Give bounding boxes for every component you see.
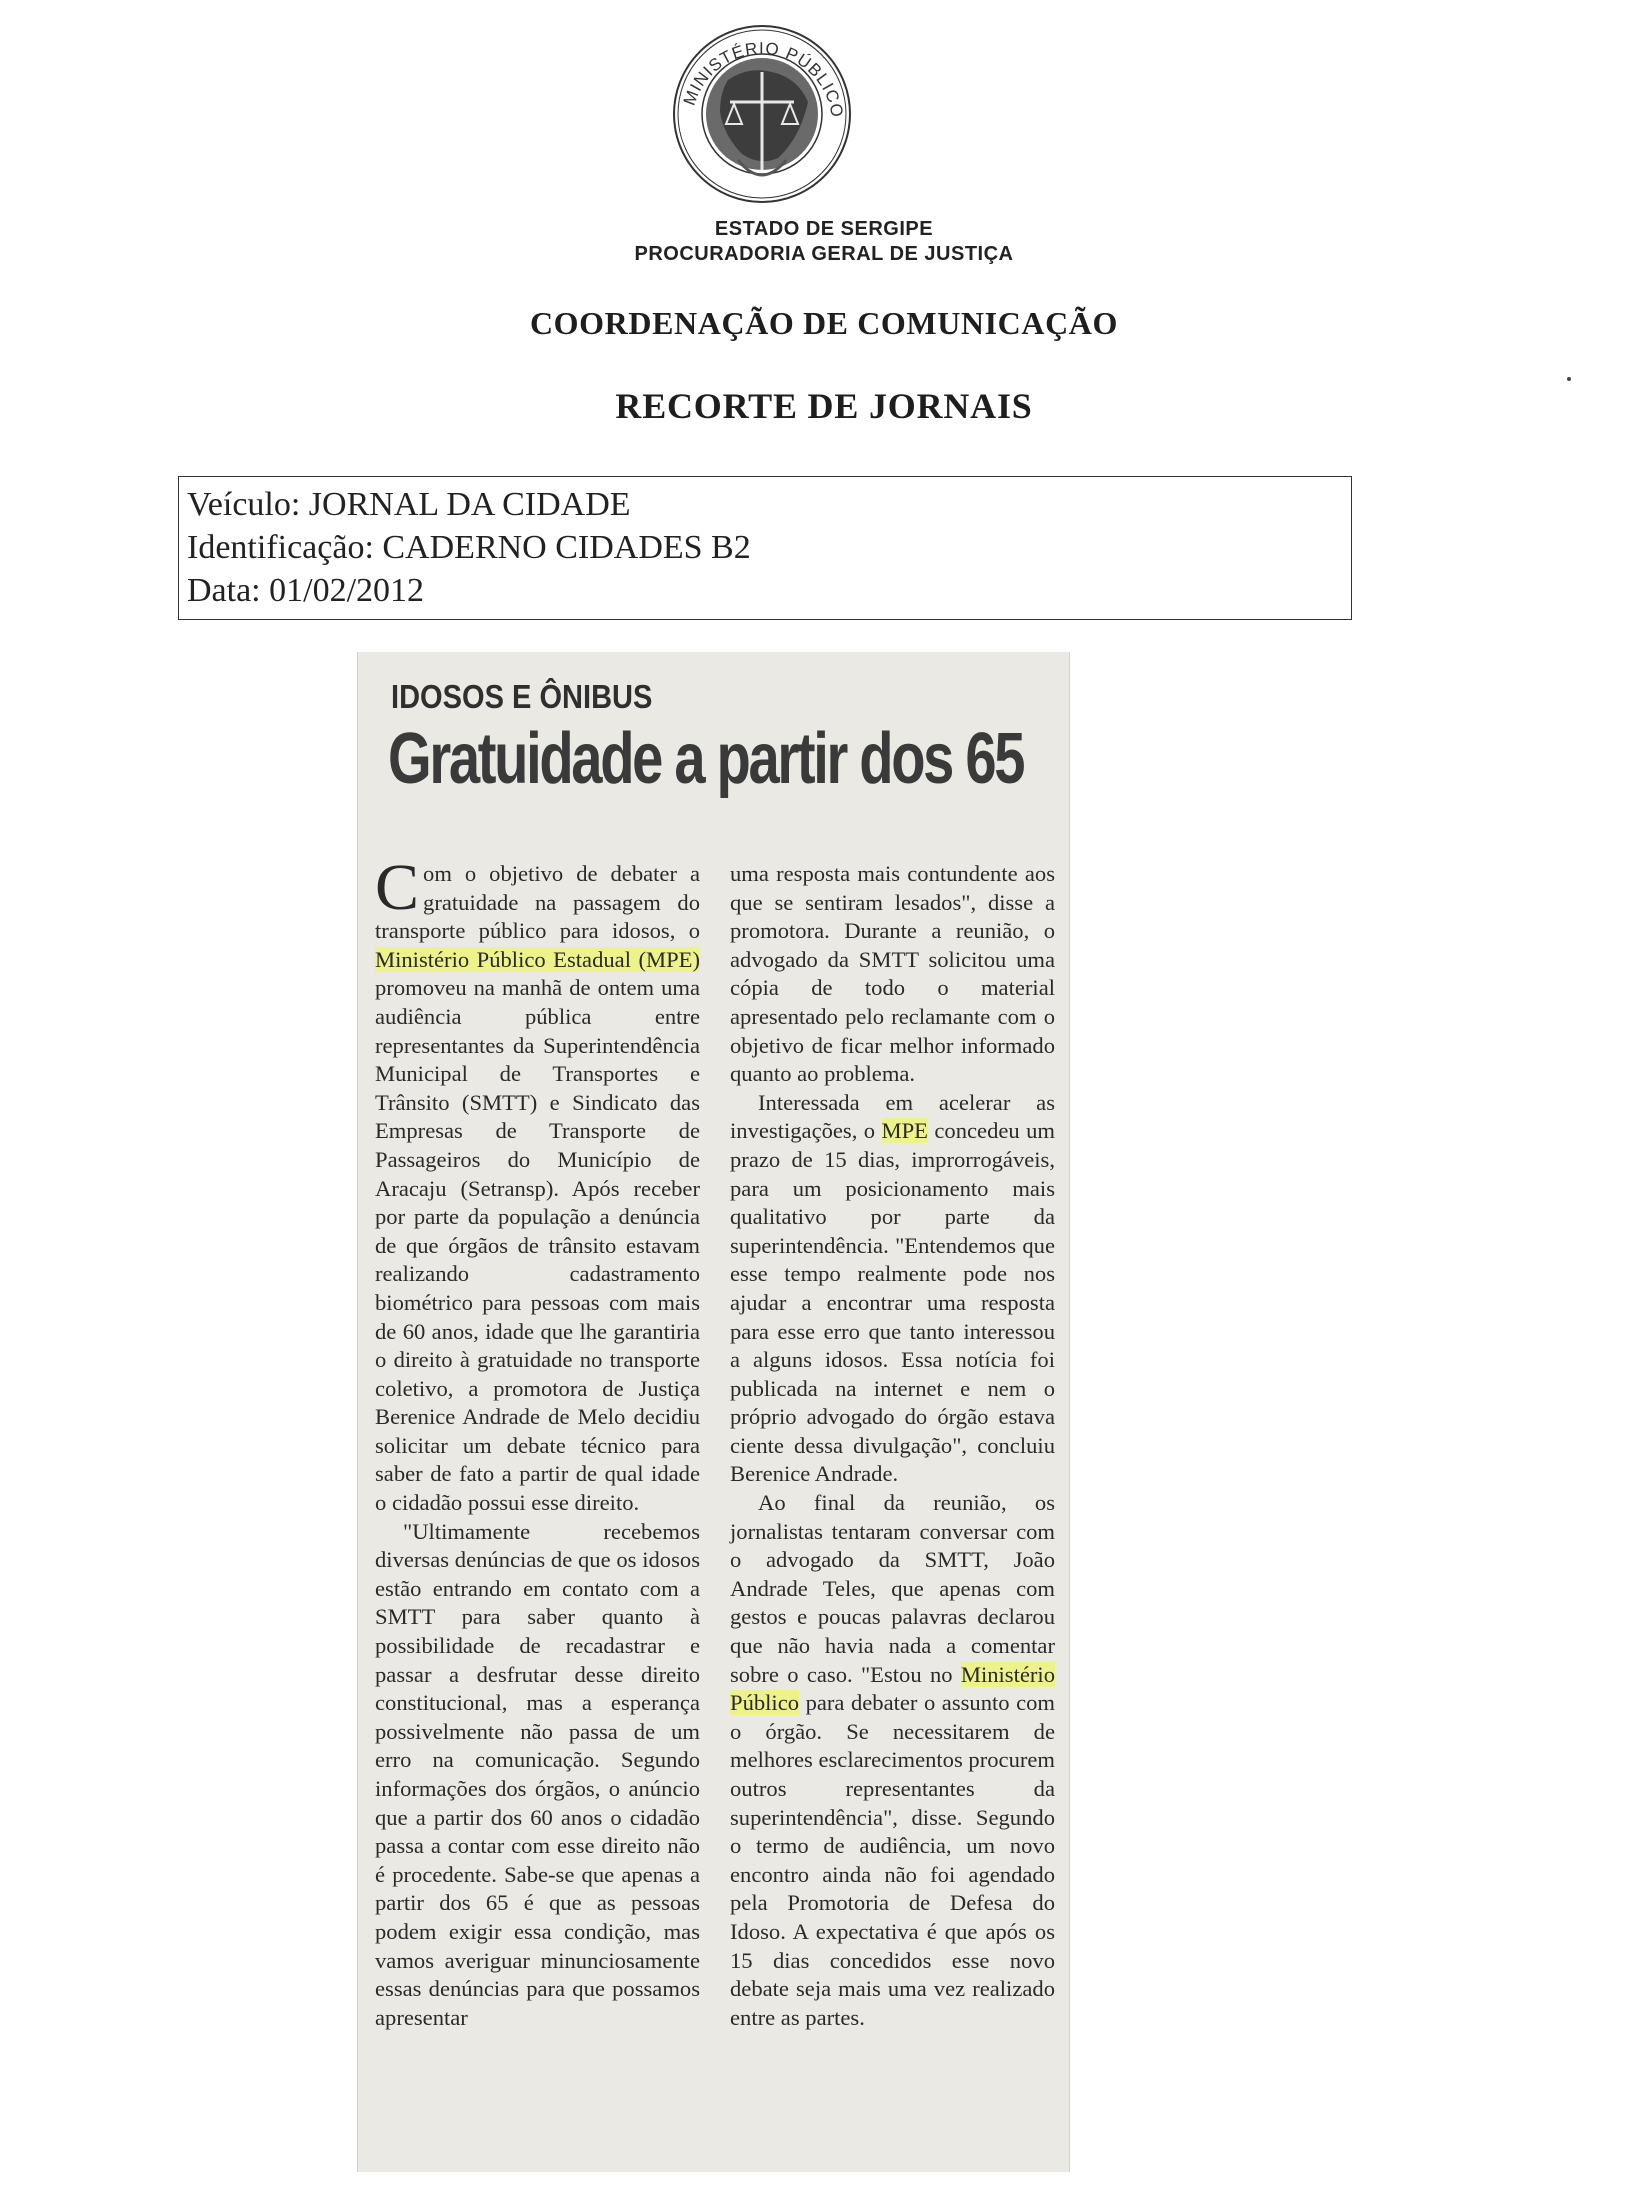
paragraph-1: Com o objetivo de debater a gratuidade na passagem do transporte público para idosos, o Ministério Público Estadual (MPE) promoveu na manhã de ontem uma audiência pública entre representantes da Superintendência Municipal de Transportes e Trânsito (SMTT) e Sindicato das Empresas de Transporte de Passageiros do Município de Aracaju (Setransp). Após receber por parte da população a denúncia de que órgãos de trânsito estavam realizando cadastramento biométrico para pessoas com mais de 60 anos, idade que lhe garantiria o direito à gratuidade no transporte coletivo, a promotora de Justiça Berenice Andrade de Melo decidiu solicitar um debate técnico para saber de fato a partir de qual idade o cidadão possui esse direito. <box>375 851 700 1516</box>
paragraph-4: Interessada em acelerar as investigações, o MPE concedeu um prazo de 15 dias, improrrogáveis, para um posicionamento mais qualitativo por parte da superintendência. "Entendemos que esse tempo realmente pode nos ajudar a encontrar uma resposta para esse erro que tanto interessou a alguns idosos. Essa notícia foi publicada na internet e nem o próprio advogado do órgão estava ciente dessa divulgação", concluiu Berenice Andrade. <box>730 1089 1055 1487</box>
article-headline: Gratuidade a partir dos 65 <box>388 719 1024 799</box>
article-column-1 <box>375 851 700 2032</box>
article-kicker: IDOSOS E ÔNIBUS <box>391 678 653 715</box>
vehicle-line: Veículo: JORNAL DA CIDADE <box>187 486 631 523</box>
highlight-ministerio-publico: Ministério Público <box>730 1661 1055 1716</box>
section-title: RECORTE DE JORNAIS <box>615 386 1033 426</box>
state-name: ESTADO DE SERGIPE <box>714 218 934 240</box>
paragraph-3: uma resposta mais contundente aos que se sentiram lesados", disse a promotora. Durante a reunião, o advogado da SMTT solicitou uma cópia de todo o material apresentado pelo reclamante com o objetivo de ficar melhor informado quanto ao problema. <box>730 861 1055 1087</box>
date-line: Data: 01/02/2012 <box>187 572 425 609</box>
coordination-title: COORDENAÇÃO DE COMUNICAÇÃO <box>529 305 1119 341</box>
paragraph-2: "Ultimamente recebemos diversas denúncias de que os idosos estão entrando em contato com a SMTT para saber quanto à possibilidade de recadastrar e passar a desfrutar desse direito constitucional, mas a esperança possivelmente não passa de um erro na comunicação. Segundo informações dos órgãos, o anúncio que a partir dos 60 anos o cidadão passa a contar com esse direito não é procedente. Sabe-se que apenas a partir dos 65 é que as pessoas podem exigir essa condição, mas vamos averiguar minunciosamente essas denúncias para que possamos apresentar <box>375 1518 700 2030</box>
highlight-mpe: Ministério Público Estadual (MPE) <box>375 946 700 972</box>
paragraph-5: Ao final da reunião, os jornalistas tentaram conversar com o advogado da SMTT, João Andrade Teles, que apenas com gestos e poucas palavras declarou que não havia nada a comentar sobre o caso. "Estou no Ministério Público para debater o assunto com o órgão. Se necessitarem de melhores esclarecimentos procurem outros representantes da superintendência", disse. Segundo o termo de audiência, um novo encontro ainda não foi agendado pela Promotoria de Defesa do Idoso. A expectativa é que após os 15 dias concedidos esse novo debate seja mais uma vez realizado entre as partes. <box>730 1490 1055 2030</box>
office-name: PROCURADORIA GERAL DE JUSTIÇA <box>634 243 1014 265</box>
scan-speck <box>1567 377 1571 381</box>
drop-cap: C <box>375 851 420 924</box>
identification-line: Identificação: CADERNO CIDADES B2 <box>187 529 751 566</box>
clipping-info-box <box>178 476 1352 620</box>
article-column-2 <box>730 860 1055 2032</box>
newspaper-clipping <box>357 652 1070 2172</box>
highlight-mpe-short: MPE <box>881 1118 928 1144</box>
svg-text:MINISTÉRIO PÚBLICO: MINISTÉRIO PÚBLICO <box>679 38 847 120</box>
ministerio-publico-seal <box>668 20 856 208</box>
